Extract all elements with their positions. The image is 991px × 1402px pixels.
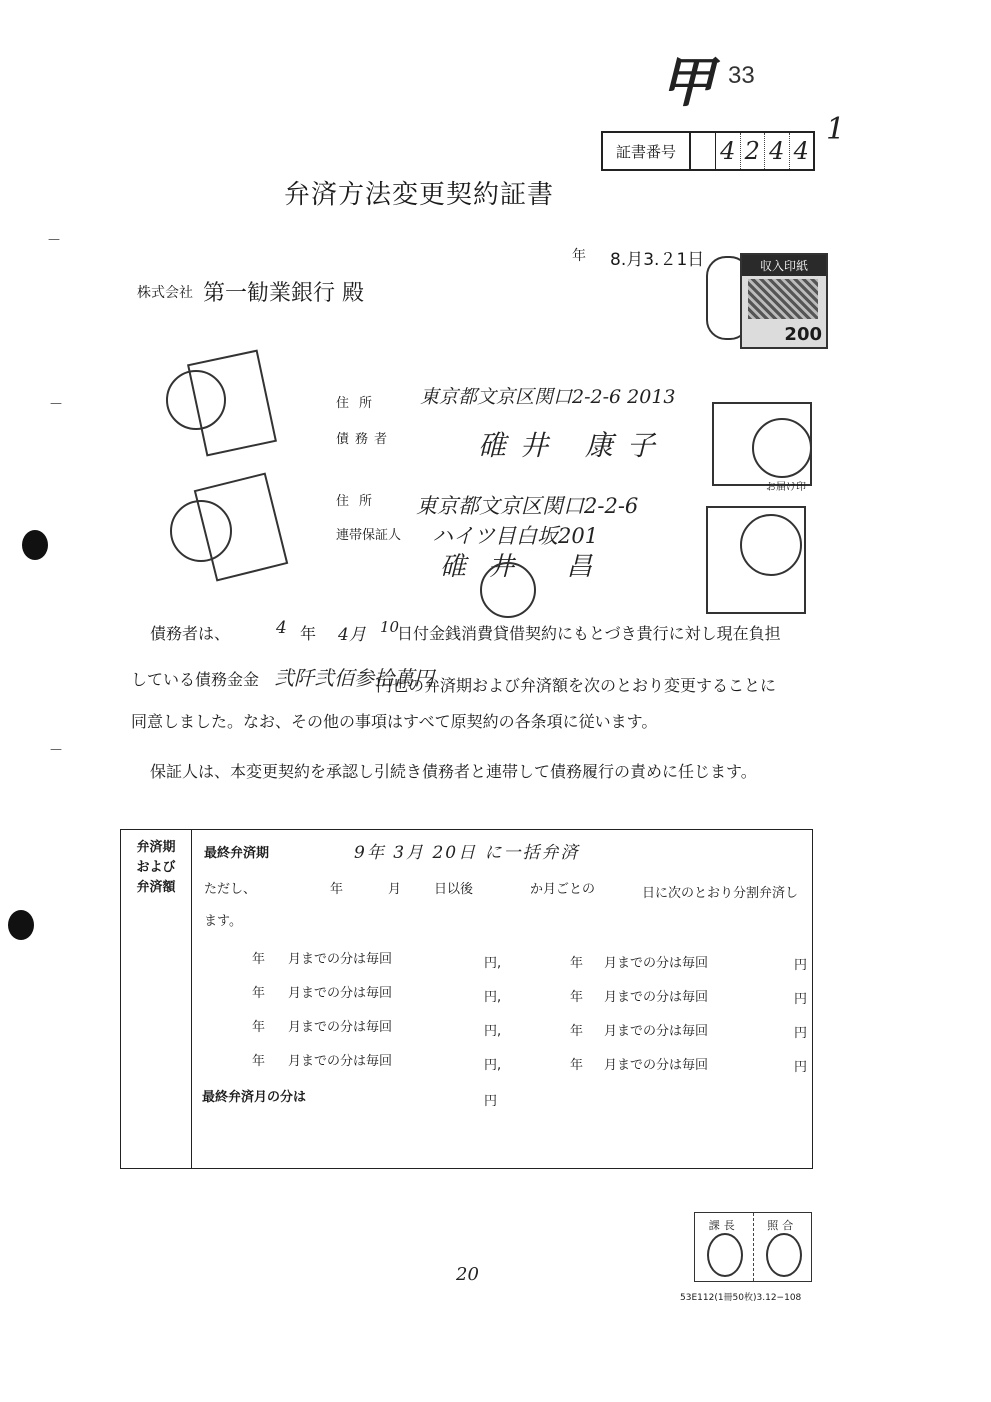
row-year: 年 bbox=[252, 1054, 266, 1069]
row-label: 月までの分は毎回 bbox=[288, 986, 393, 1001]
revenue-stamp-header: 収入印紙 bbox=[742, 255, 826, 276]
check-column bbox=[754, 1213, 812, 1281]
certificate-digit: 2 bbox=[741, 133, 766, 169]
final-value: 9年 3月 20日 に一括弁済 bbox=[354, 843, 580, 863]
every-label: か月ごとの bbox=[530, 882, 596, 897]
certificate-digit: 4 bbox=[793, 137, 809, 165]
approval-box bbox=[694, 1212, 812, 1282]
contract-day: 10 bbox=[380, 618, 400, 636]
row-year: 年 bbox=[252, 952, 266, 967]
page-tick: 1 bbox=[826, 112, 846, 147]
chief-label: 課長 bbox=[708, 1219, 739, 1232]
row-year: 年 bbox=[570, 990, 584, 1005]
row-year: 年 bbox=[570, 1024, 584, 1039]
year-unit: 年 bbox=[300, 624, 317, 643]
row-yen: 円 bbox=[794, 992, 808, 1007]
punch-hole-upper bbox=[22, 530, 48, 560]
debtor-name-label: 債務者 bbox=[336, 432, 394, 447]
final-label: 最終弁済期 bbox=[204, 846, 270, 861]
side-label-line: 弁済期 bbox=[136, 840, 176, 855]
row-label: 月までの分は毎回 bbox=[604, 956, 709, 971]
guarantor-role-label: 連帯保証人 bbox=[336, 528, 402, 543]
last-month-label: 最終弁済月の分は bbox=[202, 1090, 307, 1105]
addressee-bank: 第一勧業銀行 殿 bbox=[203, 281, 364, 306]
form-number: 53E112(1冊50枚)3.12−108 bbox=[680, 1293, 802, 1303]
debtor-address: 東京都文京区関口2-2-6 2013 bbox=[420, 386, 676, 408]
guarantor-seal bbox=[480, 562, 536, 618]
row-label: 月までの分は毎回 bbox=[604, 1024, 709, 1039]
date-value: 8.月3.２1日 bbox=[610, 250, 705, 270]
row-year: 年 bbox=[570, 1058, 584, 1073]
terms-body bbox=[192, 830, 813, 1169]
margin-tick: — bbox=[50, 742, 62, 756]
row-yen: 円, bbox=[484, 1058, 502, 1073]
debtor-seal-caption: お届け印 bbox=[766, 482, 806, 493]
side-label-line: および bbox=[136, 860, 176, 876]
row-yen: 円 bbox=[794, 1060, 808, 1075]
check-seal bbox=[766, 1233, 802, 1277]
guarantor-name: 碓井 昌 bbox=[440, 552, 615, 582]
certificate-digit: 4 bbox=[765, 133, 790, 169]
last-month-yen: 円 bbox=[484, 1094, 498, 1109]
row-yen: 円, bbox=[484, 956, 502, 971]
row-yen: 円 bbox=[794, 958, 808, 973]
row-label: 月までの分は毎回 bbox=[604, 990, 709, 1005]
certificate-label: 証書番号 bbox=[603, 133, 691, 169]
margin-tick: — bbox=[50, 396, 62, 410]
personal-seal-upper bbox=[166, 370, 226, 430]
body-line2-suffix: 円也の弁済期および弁済額を次のとおり変更することに bbox=[376, 676, 777, 695]
guarantor-address-line1: 東京都文京区関口2-2-6 bbox=[416, 494, 639, 518]
personal-seal-lower bbox=[170, 500, 232, 562]
split-label: 日に次のとおり分割弁済し bbox=[642, 886, 799, 901]
body-line1-suffix: 日付金銭消費貸借契約にもとづき貴行に対し現在負担 bbox=[397, 624, 781, 643]
date-era: 年 bbox=[572, 248, 586, 264]
body-line2-prefix: している債務金金 bbox=[131, 670, 260, 689]
month-label: 月 bbox=[388, 882, 402, 897]
guarantor-address-label: 住所 bbox=[336, 494, 383, 509]
debt-amount: 弐阡弐佰参拾萬円 bbox=[274, 666, 434, 690]
since-label: 日以後 bbox=[434, 882, 474, 897]
row-label: 月までの分は毎回 bbox=[288, 952, 393, 967]
row-yen: 円, bbox=[484, 1024, 502, 1039]
body-line1-prefix: 債務者は、 bbox=[150, 624, 231, 643]
margin-tick: — bbox=[48, 232, 60, 246]
addressee-corp: 株式会社 bbox=[137, 285, 193, 301]
row-yen: 円, bbox=[484, 990, 502, 1005]
terms-side-label bbox=[121, 830, 192, 1169]
revenue-stamp-value: 200 bbox=[784, 324, 822, 345]
row-year: 年 bbox=[570, 956, 584, 971]
row-year: 年 bbox=[252, 986, 266, 1001]
guarantor-personal-seal bbox=[740, 514, 802, 576]
debtor-name: 碓井 康子 bbox=[478, 429, 669, 462]
document-title: 弁済方法変更契約証書 bbox=[284, 180, 555, 210]
repayment-terms-table bbox=[120, 829, 813, 1169]
chief-seal bbox=[707, 1233, 743, 1277]
debtor-seal bbox=[752, 418, 812, 478]
side-label-line: 弁済額 bbox=[136, 880, 176, 896]
contract-month: 4月 bbox=[338, 625, 366, 645]
masu-label: ます。 bbox=[204, 914, 242, 929]
row-year: 年 bbox=[252, 1020, 266, 1035]
exhibit-mark: 甲 bbox=[660, 50, 710, 114]
body-line4: 保証人は、本変更契約を承認し引続き債務者と連帯して債務履行の責めに任じます。 bbox=[150, 762, 757, 781]
contract-year: 4 bbox=[276, 618, 287, 638]
exhibit-number: 33 bbox=[728, 62, 755, 89]
punch-hole-lower bbox=[8, 910, 34, 940]
certificate-number-box bbox=[601, 131, 815, 171]
revenue-stamp-art bbox=[748, 279, 818, 319]
body-line3: 同意しました。なお、その他の事項はすべて原契約の各条項に従います。 bbox=[131, 712, 658, 731]
row-yen: 円 bbox=[794, 1026, 808, 1041]
row-label: 月までの分は毎回 bbox=[288, 1020, 393, 1035]
guarantor-address-line2: ハイツ目白坂201 bbox=[432, 524, 599, 548]
page-number: 20 bbox=[456, 1264, 479, 1285]
year-label: 年 bbox=[330, 882, 344, 897]
row-label: 月までの分は毎回 bbox=[604, 1058, 709, 1073]
row-label: 月までの分は毎回 bbox=[288, 1054, 393, 1069]
revenue-stamp bbox=[740, 253, 828, 349]
certificate-digit: 4 bbox=[716, 133, 741, 169]
check-label: 照合 bbox=[767, 1219, 798, 1232]
chief-column bbox=[695, 1213, 754, 1281]
debtor-address-label: 住所 bbox=[336, 396, 383, 411]
however-label: ただし、 bbox=[204, 882, 257, 897]
